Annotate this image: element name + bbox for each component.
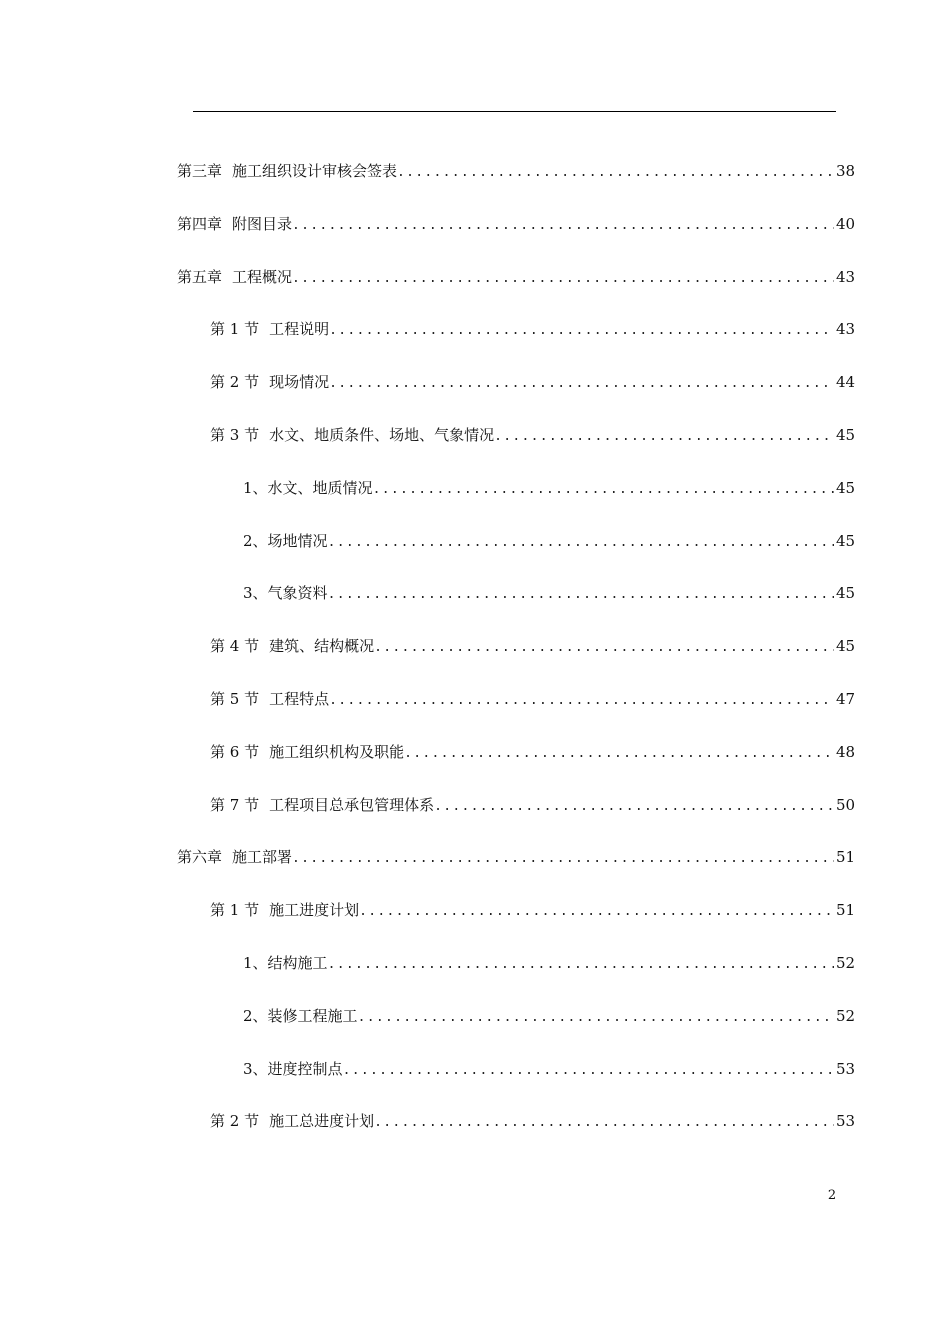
toc-entry-number: 第 5 节 <box>210 689 260 708</box>
toc-entry-title: 装修工程施工 <box>267 1006 358 1025</box>
toc-dot-leader <box>292 850 834 868</box>
toc-entry[interactable] <box>177 672 854 725</box>
toc-entry-page: 45 <box>836 425 856 444</box>
toc-entry[interactable] <box>177 250 854 303</box>
toc-entry-page: 47 <box>836 689 856 708</box>
toc-entry-page: 53 <box>836 1059 856 1078</box>
toc-entry[interactable] <box>177 566 854 619</box>
toc-dot-leader <box>329 322 834 340</box>
toc-entry-title: 结构施工 <box>267 953 328 972</box>
toc-entry-title: 场地情况 <box>267 531 328 550</box>
toc-entry-page: 44 <box>836 373 856 392</box>
toc-entry-title: 施工进度计划 <box>269 901 360 920</box>
toc-entry-title: 建筑、结构概况 <box>269 637 375 656</box>
toc-entry-number: 第六章 <box>177 848 223 867</box>
toc-entry-page: 51 <box>836 848 856 867</box>
toc-entry-page: 43 <box>836 267 856 286</box>
toc-entry-title: 水文、地质情况 <box>267 478 373 497</box>
toc-entry-page: 40 <box>836 214 856 233</box>
toc-entry-title: 现场情况 <box>269 373 330 392</box>
toc-entry-page: 45 <box>836 637 856 656</box>
toc-dot-leader <box>374 1114 834 1132</box>
toc-dot-leader <box>374 639 834 657</box>
toc-entry-number: 第 4 节 <box>210 637 260 656</box>
toc-dot-leader <box>328 534 834 552</box>
toc-entry-page: 52 <box>836 1006 856 1025</box>
toc-dot-leader <box>359 903 834 921</box>
toc-entry[interactable] <box>177 355 854 408</box>
toc-entry[interactable] <box>177 936 854 989</box>
toc-dot-leader <box>397 164 834 182</box>
toc-entry-page: 48 <box>836 742 856 761</box>
toc-entry-number: 第 1 节 <box>210 901 260 920</box>
toc-entry[interactable] <box>177 883 854 936</box>
toc-dot-leader <box>494 428 834 446</box>
toc-entry-title: 施工组织设计审核会签表 <box>232 162 398 180</box>
toc-entry[interactable] <box>177 302 854 355</box>
toc-entry-number: 2、 <box>243 531 268 550</box>
toc-entry-number: 第 2 节 <box>210 1112 260 1131</box>
toc-entry-number: 3、 <box>243 1059 268 1078</box>
toc-entry-title: 施工组织机构及职能 <box>269 742 405 761</box>
toc-entry-title: 工程说明 <box>269 320 330 339</box>
toc-dot-leader <box>328 586 834 604</box>
toc-entry-number: 第四章 <box>177 214 223 233</box>
toc-dot-leader <box>343 1062 834 1080</box>
toc-dot-leader <box>358 1009 834 1027</box>
toc-entry[interactable] <box>177 144 854 197</box>
toc-entry-page: 43 <box>836 320 856 339</box>
toc-entry-page: 53 <box>836 1112 856 1131</box>
toc-entry-title: 工程特点 <box>269 689 330 708</box>
toc-entry[interactable] <box>177 725 854 778</box>
toc-entry[interactable] <box>177 619 854 672</box>
toc-entry-number: 第 3 节 <box>210 425 260 444</box>
toc-dot-leader <box>329 692 834 710</box>
toc-entry[interactable] <box>177 778 854 831</box>
toc-entry[interactable] <box>177 830 854 883</box>
toc-dot-leader <box>292 270 834 288</box>
toc-entry-page: 45 <box>836 478 856 497</box>
toc-entry-number: 2、 <box>243 1006 268 1025</box>
toc-entry-number: 3、 <box>243 584 268 603</box>
toc-entry-number: 第 7 节 <box>210 795 260 814</box>
toc-entry[interactable] <box>177 989 854 1042</box>
toc-entry-number: 第 1 节 <box>210 320 260 339</box>
toc-entry-number: 第 6 节 <box>210 742 260 761</box>
toc-entry-number: 1、 <box>243 478 268 497</box>
toc-dot-leader <box>373 481 834 499</box>
toc-entry-page: 45 <box>836 531 856 550</box>
toc-entry-page: 38 <box>836 162 856 180</box>
toc-entry[interactable] <box>177 461 854 514</box>
toc-entry-page: 51 <box>836 901 856 920</box>
toc-entry[interactable] <box>177 1042 854 1095</box>
toc-entry-number: 第三章 <box>177 162 223 180</box>
page-number: 2 <box>827 1188 837 1203</box>
toc-entry[interactable] <box>177 1094 854 1147</box>
header-rule <box>193 111 836 112</box>
toc-dot-leader <box>329 375 834 393</box>
toc-dot-leader <box>328 956 834 974</box>
toc-entry-title: 进度控制点 <box>267 1059 343 1078</box>
toc-entry-page: 50 <box>836 795 856 814</box>
toc-dot-leader <box>434 798 834 816</box>
toc-entry-title: 气象资料 <box>267 584 328 603</box>
toc-entry-title: 水文、地质条件、场地、气象情况 <box>269 425 495 444</box>
toc-entry-title: 施工部署 <box>232 848 293 867</box>
toc-entry-title: 附图目录 <box>232 214 293 233</box>
toc-entry-title: 工程概况 <box>232 267 293 286</box>
toc-entry-number: 第 2 节 <box>210 373 260 392</box>
toc-dot-leader <box>404 745 834 763</box>
table-of-contents <box>177 144 854 1147</box>
toc-entry-title: 施工总进度计划 <box>269 1112 375 1131</box>
toc-entry[interactable] <box>177 514 854 567</box>
toc-entry-number: 1、 <box>243 953 268 972</box>
toc-entry-title: 工程项目总承包管理体系 <box>269 795 435 814</box>
toc-entry[interactable] <box>177 197 854 250</box>
toc-entry-page: 45 <box>836 584 856 603</box>
toc-entry-number: 第五章 <box>177 267 223 286</box>
toc-entry-page: 52 <box>836 953 856 972</box>
toc-dot-leader <box>292 217 834 235</box>
toc-entry[interactable] <box>177 408 854 461</box>
